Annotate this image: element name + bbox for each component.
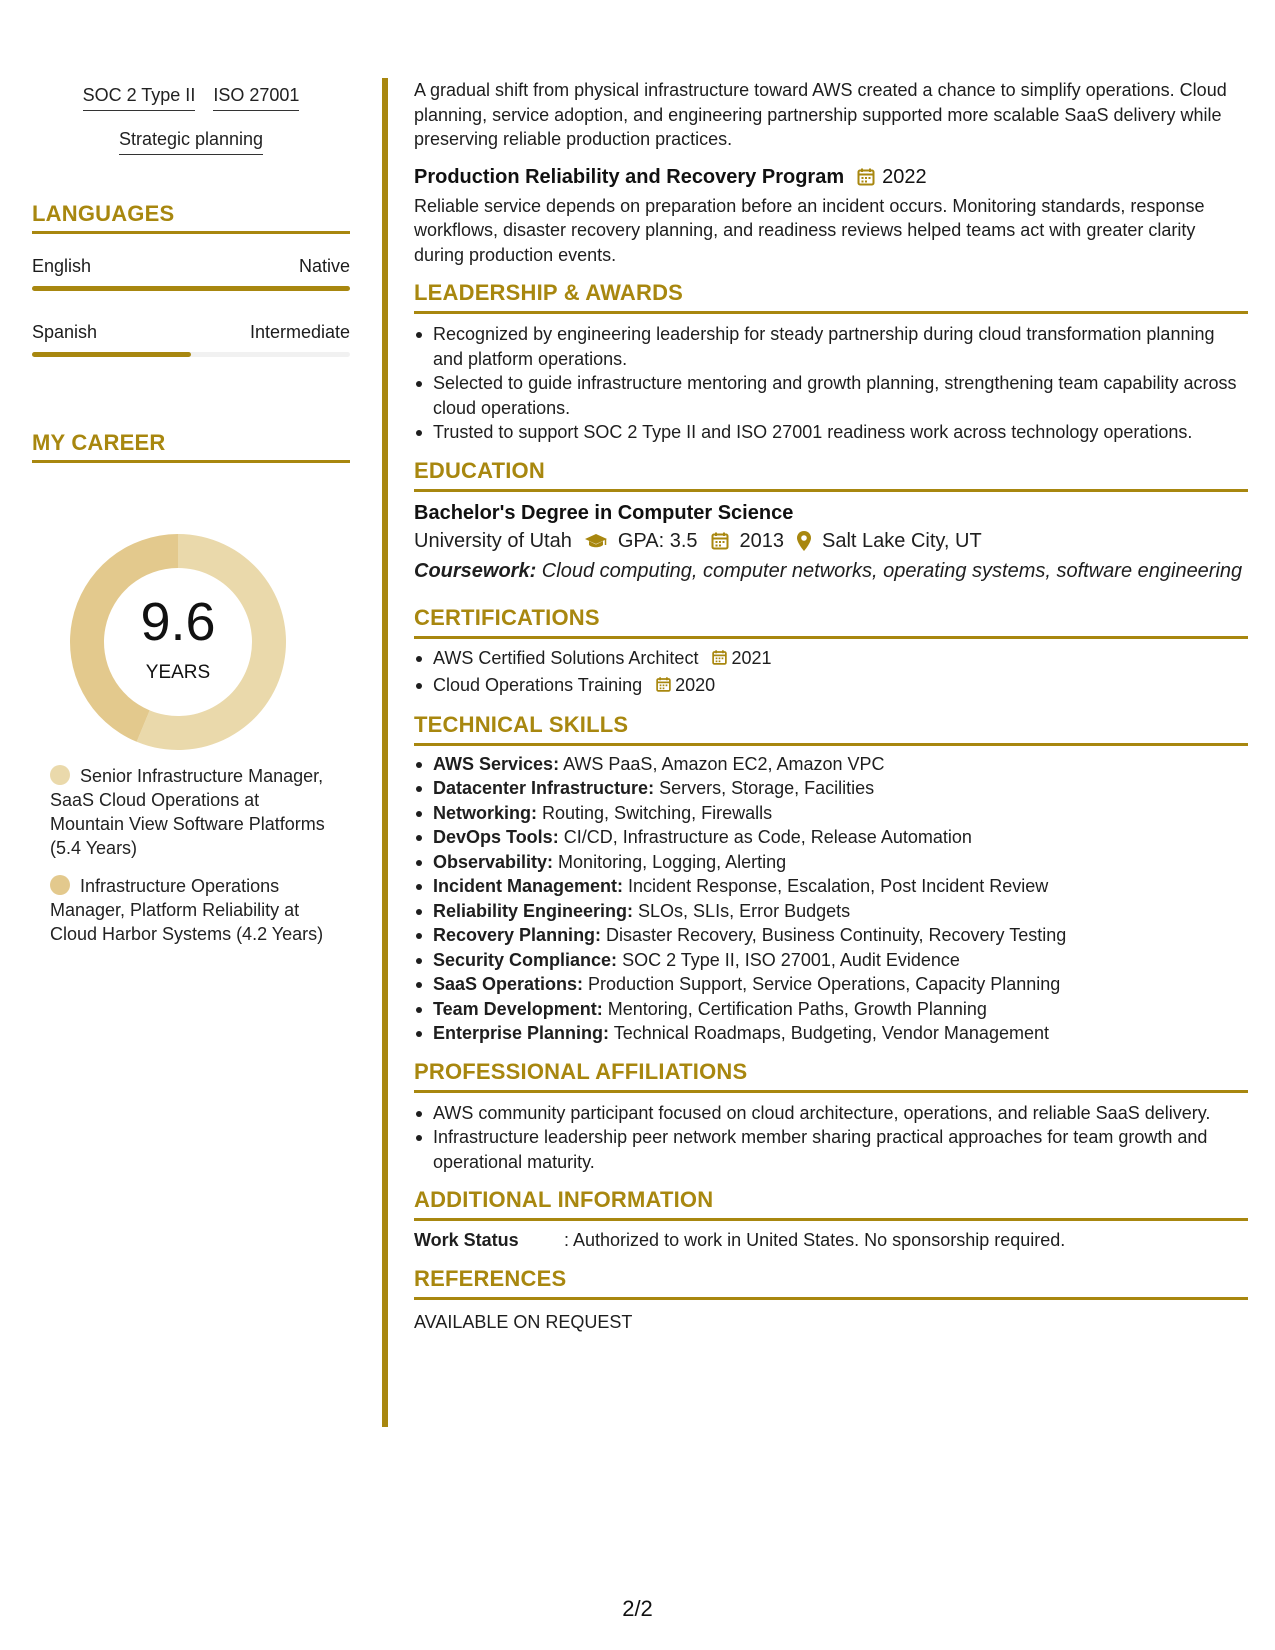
certification-year: 2020 — [675, 674, 716, 695]
language-bar-english — [32, 286, 350, 291]
page-number: 2/2 — [622, 1596, 653, 1621]
skill-label: AWS Services: — [433, 753, 560, 774]
career-heading: MY CAREER — [32, 430, 166, 455]
skill-label: Incident Management: — [433, 876, 624, 896]
column-divider — [382, 78, 388, 1427]
language-bar-fill — [32, 286, 350, 291]
tag-row-2 — [32, 128, 350, 155]
language-name: Spanish — [32, 322, 98, 342]
language-bar-fill — [32, 352, 191, 357]
career-rule — [32, 460, 350, 463]
work-status-label: Work Status — [414, 1230, 519, 1250]
list-item: AWS community participant focused on cloud architecture, operations, and reliable SaaS delivery. — [414, 1101, 1248, 1126]
tag-row-1 — [32, 84, 350, 111]
program-year: 2022 — [882, 165, 927, 188]
intro-paragraph: A gradual shift from physical infrastructure toward AWS created a chance to simplify operations. Cloud planning, service adoption, and engineering partnership supported more scalable SaaS delivery while preserving reliable production practices. — [414, 80, 1227, 149]
tag-strategic-planning: Strategic planning — [119, 128, 263, 155]
calendar-icon — [655, 676, 672, 693]
affiliations-heading: PROFESSIONAL AFFILIATIONS — [414, 1058, 748, 1084]
skills-heading: TECHNICAL SKILLS — [414, 711, 629, 737]
school-location: Salt Lake City, UT — [822, 529, 982, 552]
program-description: Reliable service depends on preparation before an incident occurs. Monitoring standards, response workflows, disaster recovery planning, and readiness reviews helped teams act with greater clarity during production events. — [414, 195, 1205, 265]
skill-label: Networking: — [433, 802, 538, 823]
language-name: English — [32, 256, 92, 276]
leadership-section — [414, 279, 1248, 445]
skill-value: SOC 2 Type II, ISO 27001, Audit Evidence — [617, 949, 960, 970]
skill-value: CI/CD, Infrastructure as Code, Release Automation — [558, 827, 972, 847]
certifications-heading: CERTIFICATIONS — [414, 604, 600, 630]
coursework-label: Coursework: — [414, 559, 537, 582]
skill-item — [414, 801, 1248, 826]
location-pin-icon — [796, 530, 812, 552]
skill-value: Incident Response, Escalation, Post Incident Review — [623, 876, 1049, 896]
language-bar-spanish — [32, 352, 350, 357]
skill-label: Observability: — [433, 851, 554, 872]
leadership-rule — [414, 311, 1248, 314]
skill-label: DevOps Tools: — [433, 827, 559, 847]
education-details — [414, 526, 1248, 556]
skill-item — [414, 972, 1248, 997]
skill-value: Routing, Switching, Firewalls — [537, 802, 773, 823]
skill-item — [414, 1021, 1248, 1046]
skill-label: Datacenter Infrastructure: — [433, 778, 655, 798]
list-item: Recognized by engineering leadership for steady partnership during cloud transformation planning and platform operations. — [414, 322, 1248, 371]
skill-item — [414, 923, 1248, 948]
additional-section — [414, 1186, 1248, 1253]
certifications-list — [414, 645, 1248, 699]
program-title-row — [414, 164, 1248, 190]
languages-rule — [32, 231, 350, 234]
languages-heading: LANGUAGES — [32, 201, 175, 226]
skill-item — [414, 948, 1248, 973]
skill-item — [414, 874, 1248, 899]
skill-value: Production Support, Service Operations, Capacity Planning — [583, 974, 1061, 994]
career-item-senior — [50, 764, 332, 860]
skill-value: Servers, Storage, Facilities — [654, 778, 875, 798]
donut-center — [66, 530, 290, 754]
references-rule — [414, 1297, 1248, 1300]
skill-item — [414, 899, 1248, 924]
skill-label: Enterprise Planning: — [433, 1023, 610, 1043]
calendar-icon — [711, 649, 728, 666]
affiliations-list — [414, 1101, 1248, 1175]
list-item: Selected to guide infrastructure mentoring and growth planning, strengthening team capability across cloud operations. — [414, 371, 1248, 420]
language-spanish — [32, 321, 350, 343]
graduation-cap-icon — [584, 532, 608, 550]
skill-item — [414, 776, 1248, 801]
legend-dot — [50, 765, 70, 785]
career-years-label: YEARS — [145, 662, 211, 683]
skill-item — [414, 850, 1248, 875]
skill-label: Security Compliance: — [433, 949, 618, 970]
list-item: Trusted to support SOC 2 Type II and ISO 27001 readiness work across technology operations. — [414, 420, 1248, 445]
education-heading: EDUCATION — [414, 457, 545, 483]
language-english — [32, 255, 350, 277]
school-name: University of Utah — [414, 529, 572, 552]
career-item-text: Senior Infrastructure Manager, SaaS Cloud Operations at Mountain View Software Platforms (5.4 Years) — [50, 766, 325, 858]
calendar-icon — [856, 167, 876, 187]
list-item: Infrastructure leadership peer network member sharing practical approaches for team growth and operational maturity. — [414, 1125, 1248, 1174]
work-status-row — [414, 1227, 1248, 1253]
education-section — [414, 457, 1248, 584]
coursework-text: Cloud computing, computer networks, operating systems, software engineering — [536, 559, 1243, 582]
career-donut-chart — [66, 530, 290, 754]
additional-rule — [414, 1218, 1248, 1221]
language-level: Intermediate — [249, 322, 350, 342]
skill-label: Team Development: — [433, 998, 603, 1019]
affiliations-rule — [414, 1090, 1248, 1093]
skill-label: Recovery Planning: — [433, 925, 602, 945]
affiliations-section — [414, 1058, 1248, 1175]
tag-soc2: SOC 2 Type II — [83, 84, 196, 111]
skill-label: SaaS Operations: — [433, 974, 584, 994]
degree-title: Bachelor's Degree in Computer Science — [414, 501, 794, 524]
coursework — [414, 559, 1248, 584]
certification-name: AWS Certified Solutions Architect — [433, 647, 699, 668]
program-title: Production Reliability and Recovery Program — [414, 165, 845, 188]
skill-item — [414, 752, 1248, 777]
skill-value: Disaster Recovery, Business Continuity, Recovery Testing — [601, 925, 1067, 945]
career-total-years: 9.6 — [140, 592, 216, 652]
skills-section — [414, 711, 1248, 1046]
tag-iso27001: ISO 27001 — [213, 84, 299, 111]
additional-heading: ADDITIONAL INFORMATION — [414, 1187, 714, 1212]
references-text: AVAILABLE ON REQUEST — [414, 1312, 633, 1332]
skill-value: Mentoring, Certification Paths, Growth Planning — [602, 998, 987, 1019]
career-item-text: Infrastructure Operations Manager, Platform Reliability at Cloud Harbor Systems (4.2 Years) — [50, 876, 324, 944]
certification-name: Cloud Operations Training — [433, 674, 643, 695]
skill-value: Technical Roadmaps, Budgeting, Vendor Management — [609, 1023, 1049, 1043]
education-rule — [414, 489, 1248, 492]
skill-value: AWS PaaS, Amazon EC2, Amazon VPC — [559, 753, 885, 774]
skills-list — [414, 752, 1248, 1046]
career-item-operations — [50, 874, 332, 946]
list-item — [414, 672, 1248, 699]
legend-dot — [50, 875, 70, 895]
certifications-section — [414, 604, 1248, 699]
skill-label: Reliability Engineering: — [433, 900, 634, 921]
sidebar — [32, 0, 350, 1650]
graduation-year: 2013 — [739, 529, 785, 552]
main-content — [414, 78, 1248, 1335]
references-section — [414, 1265, 1248, 1335]
leadership-list — [414, 322, 1248, 445]
skill-item — [414, 997, 1248, 1022]
skill-value: Monitoring, Logging, Alerting — [553, 851, 787, 872]
certification-year: 2021 — [731, 647, 772, 668]
work-status-value: : Authorized to work in United States. No sponsorship required. — [564, 1230, 1066, 1250]
language-level: Native — [298, 256, 350, 276]
skill-item — [414, 825, 1248, 850]
references-heading: REFERENCES — [414, 1266, 567, 1291]
skill-value: SLOs, SLIs, Error Budgets — [633, 900, 851, 921]
calendar-icon — [710, 531, 730, 551]
gpa: GPA: 3.5 — [617, 529, 698, 552]
leadership-heading: LEADERSHIP & AWARDS — [414, 280, 684, 305]
list-item — [414, 645, 1248, 672]
skills-rule — [414, 743, 1248, 746]
certifications-rule — [414, 636, 1248, 639]
